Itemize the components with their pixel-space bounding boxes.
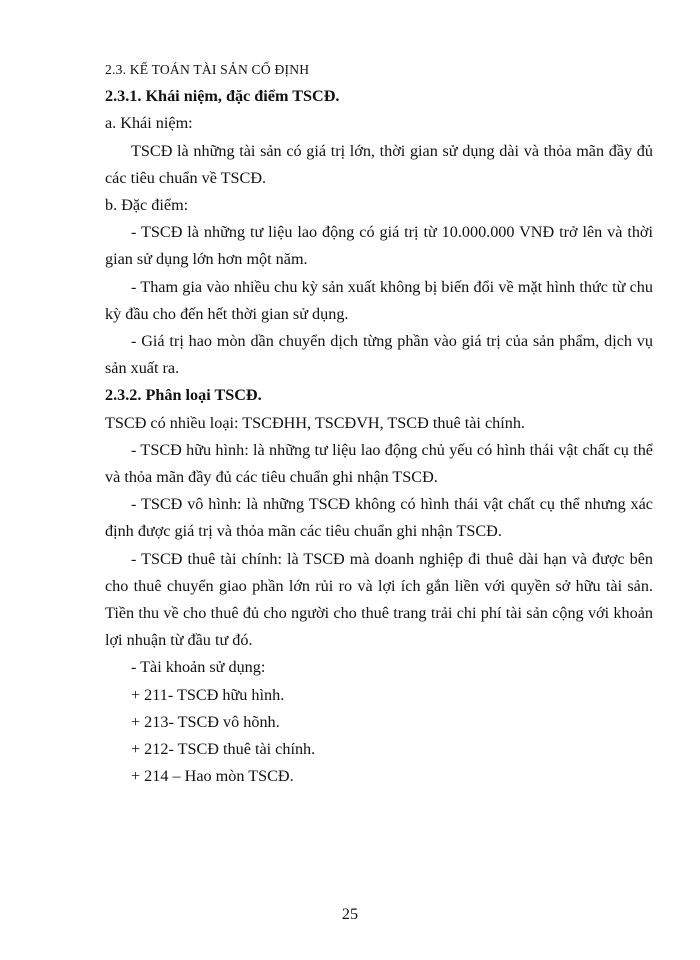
account-item: + 213- TSCĐ vô hõnh. xyxy=(131,712,280,731)
account-item: + 211- TSCĐ hữu hình. xyxy=(131,685,285,704)
account-item: + 214 – Hao mòn TSCĐ. xyxy=(131,767,294,786)
features-label: b. Đặc điểm: xyxy=(105,196,189,215)
subsection-title-232: 2.3.2. Phân loại TSCĐ. xyxy=(105,386,262,405)
subsection-title-231: 2.3.1. Khái niệm, đặc điểm TSCĐ. xyxy=(105,87,340,106)
concept-paragraph: TSCĐ là những tài sản có giá trị lớn, thời gian sử dụng dài và thỏa mãn đầy đủ các tiêu chuẩn về TSCĐ. xyxy=(105,141,653,187)
asset-type-paragraph: - TSCĐ hữu hình: là những tư liệu lao động chủ yếu có hình thái vật chất cụ thể và thỏa mãn đầy đủ các tiêu chuẩn ghi nhận TSCĐ. xyxy=(105,440,653,487)
page-number: 25 xyxy=(341,905,359,923)
account-item: + 212- TSCĐ thuê tài chính. xyxy=(131,740,316,759)
page-content xyxy=(105,56,653,790)
concept-label: a. Khái niệm: xyxy=(105,114,193,133)
classification-intro: TSCĐ có nhiều loại: TSCĐHH, TSCĐVH, TSCĐ thuê tài chính. xyxy=(105,413,525,432)
feature-paragraph: - TSCĐ là những tư liệu lao động có giá trị từ 10.000.000 VNĐ trở lên và thời gian sử dụng lớn hơn một năm. xyxy=(105,223,653,269)
accounts-label: - Tài khoản sử dụng: xyxy=(131,658,266,677)
asset-type-paragraph: - TSCĐ thuê tài chính: là TSCĐ mà doanh nghiệp đi thuê dài hạn và được bên cho thuê chuyển giao phần lớn rủi ro và lợi ích gắn liền với quyền sở hữu tài sản. Tiền thu về cho thuê đủ cho người cho thuê trang trải chi phí tài sản cộng với khoản lợi nhuận từ đầu tư đó. xyxy=(105,549,653,650)
feature-paragraph: - Tham gia vào nhiều chu kỳ sản xuất không bị biến đổi về mặt hình thức từ chu kỳ đầu cho đến hết thời gian sử dụng. xyxy=(105,277,653,323)
asset-type-paragraph: - TSCĐ vô hình: là những TSCĐ không có hình thái vật chất cụ thể nhưng xác định được giá trị và thỏa mãn các tiêu chuẩn ghi nhận TSCĐ. xyxy=(105,495,653,541)
feature-paragraph: - Giá trị hao mòn dần chuyển dịch từng phần vào giá trị của sản phẩm, dịch vụ sản xuất ra. xyxy=(105,332,653,378)
section-heading: 2.3. KẾ TOÁN TÀI SẢN CỐ ĐỊNH xyxy=(105,62,310,77)
